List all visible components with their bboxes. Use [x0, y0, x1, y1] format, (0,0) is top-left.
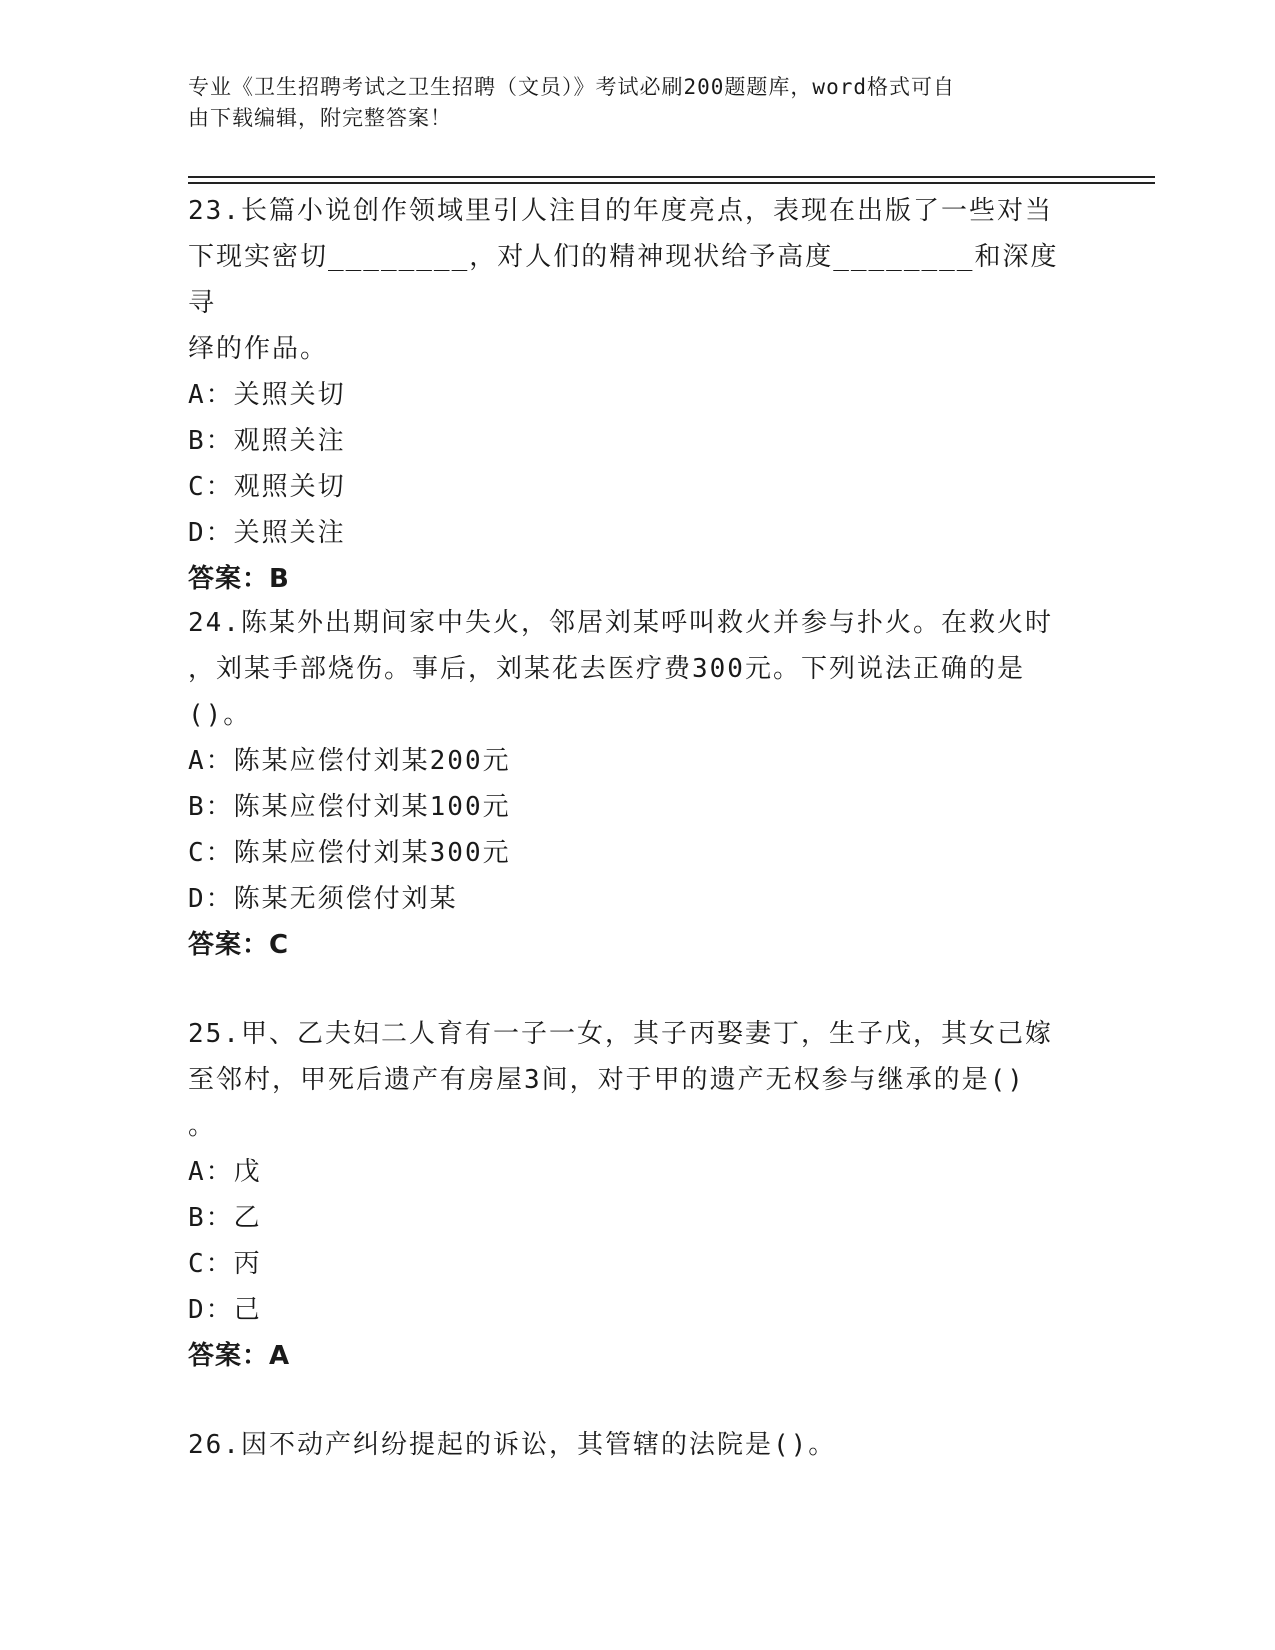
question-stem-line: 。: [188, 1111, 217, 1141]
question-stem-line: 下现实密切________，对人们的精神现状给予高度________和深度寻: [188, 242, 1059, 318]
question-stem-line: 23.长篇小说创作领域里引人注目的年度亮点，表现在出版了一些对当: [188, 196, 1053, 226]
option-b: B：乙: [188, 1203, 262, 1233]
question-23: [188, 188, 1078, 602]
option-d: D：关照关注: [188, 518, 346, 548]
header-line: 由下载编辑，附完整答案！: [188, 106, 452, 130]
option-c: C：观照关切: [188, 472, 346, 502]
question-stem-line: 至邻村，甲死后遗产有房屋3间，对于甲的遗产无权参与继承的是(): [188, 1065, 1025, 1095]
question-24: [188, 600, 1078, 968]
question-26: [188, 1422, 1078, 1468]
option-b: B：陈某应偿付刘某100元: [188, 792, 511, 822]
question-stem-line: 26.因不动产纠纷提起的诉讼，其管辖的法院是()。: [188, 1430, 837, 1460]
question-stem-line: 24.陈某外出期间家中失火，邻居刘某呼叫救火并参与扑火。在救火时: [188, 608, 1053, 638]
answer-line: 答案：C: [188, 930, 290, 960]
question-stem-line: ，刘某手部烧伤。事后，刘某花去医疗费300元。下列说法正确的是: [188, 654, 1025, 684]
option-b: B：观照关注: [188, 426, 346, 456]
header-divider: [188, 176, 1155, 178]
option-d: D：陈某无须偿付刘某: [188, 884, 458, 914]
question-stem-line: ()。: [188, 700, 252, 730]
option-a: A：陈某应偿付刘某200元: [188, 746, 511, 776]
question-stem-line: 绎的作品。: [188, 334, 329, 364]
header-divider: [188, 182, 1155, 184]
option-a: A：戊: [188, 1157, 262, 1187]
option-c: C：丙: [188, 1249, 262, 1279]
document-header: [188, 72, 1068, 134]
question-stem-line: 25.甲、乙夫妇二人育有一子一女，其子丙娶妻丁，生子戊，其女己嫁: [188, 1019, 1053, 1049]
option-a: A：关照关切: [188, 380, 346, 410]
answer-line: 答案：A: [188, 1341, 291, 1371]
answer-line: 答案：B: [188, 564, 290, 594]
option-d: D：己: [188, 1295, 262, 1325]
question-25: [188, 1011, 1078, 1379]
option-c: C：陈某应偿付刘某300元: [188, 838, 511, 868]
header-line: 专业《卫生招聘考试之卫生招聘（文员）》考试必刷200题题库，word格式可自: [188, 75, 955, 99]
